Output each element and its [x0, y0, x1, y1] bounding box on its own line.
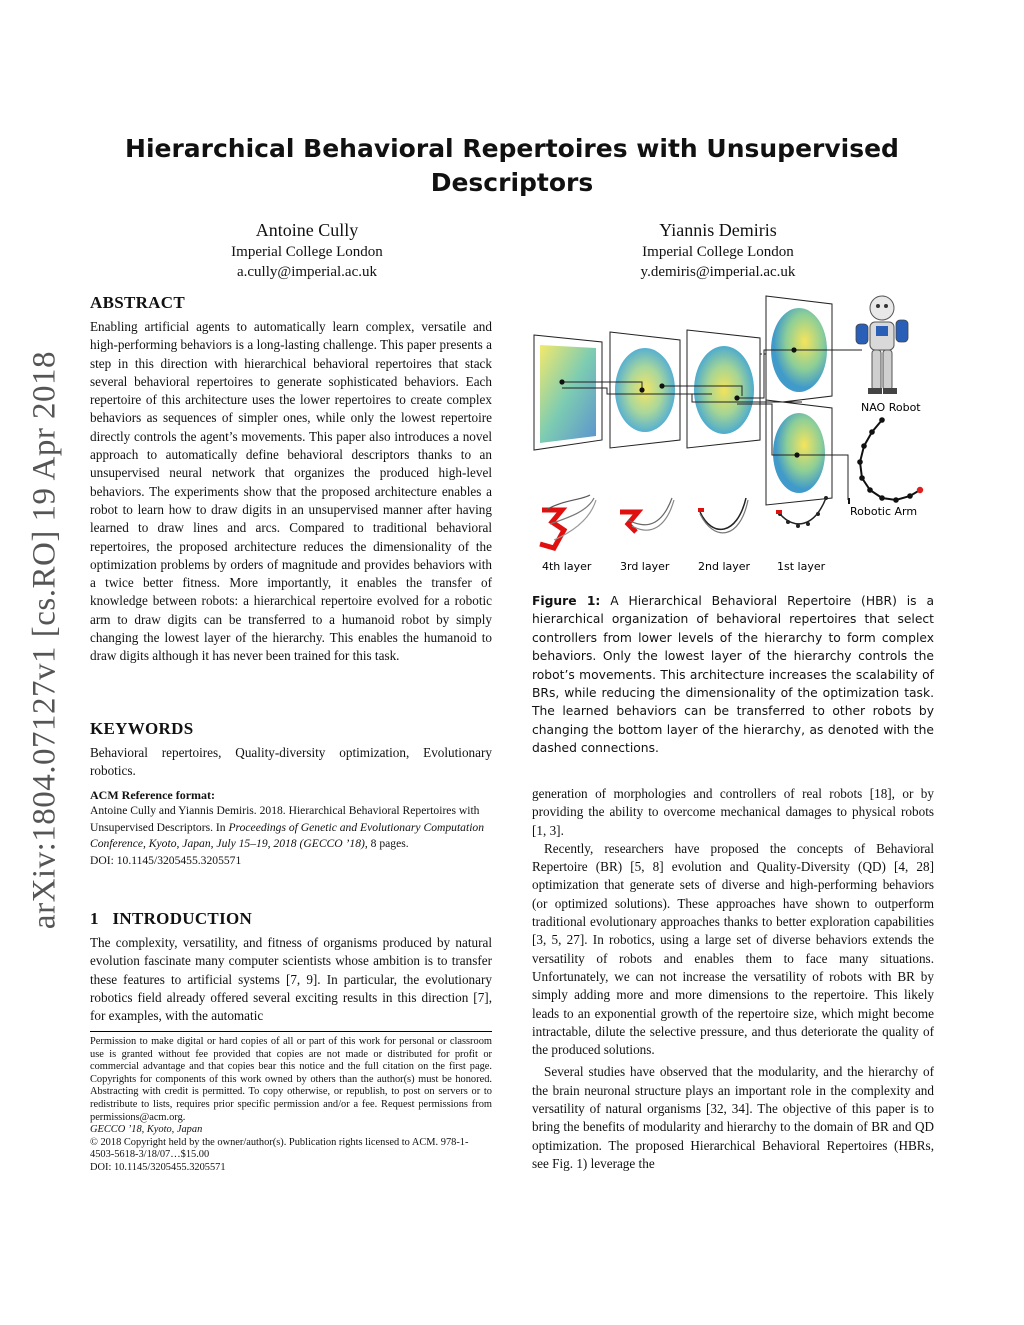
nao-robot-label: NAO Robot [861, 401, 921, 414]
conference-info: GECCO ’18, Kyoto, Japan [90, 1124, 203, 1136]
acm-reference-text [90, 803, 492, 853]
layer-4-panel [534, 335, 602, 450]
permission-notice: Permission to make digital or hard copies of all or part of this work for personal or classroom use is granted without fee provided that copies are not made or distributed for profit or commercial advantage and that copies bear this notice and the full citation on the first page. Copyrights for components of this work owned by others than the author(s) must be honored. Abstracting with credit is permitted. To copy otherwise, or republish, to post on servers or to redistribute to lists, requires prior specific permission and/or a fee. Request permissions from permissions@acm.org. [90, 1036, 492, 1123]
author-affiliation: Imperial College London [231, 244, 383, 260]
keywords-heading: KEYWORDS [90, 719, 194, 738]
figure-caption [532, 592, 934, 758]
author-email: y.demiris@imperial.ac.uk [640, 264, 796, 280]
nao-robot-icon [856, 296, 908, 394]
layer-1-arm-panel [766, 400, 832, 505]
robotic-arm-label: Robotic Arm [850, 505, 918, 518]
layer-2-label: 2nd layer [698, 560, 751, 573]
figure-caption-label: Figure 1: [532, 594, 601, 608]
acm-pages: , 8 pages. [364, 837, 409, 850]
author-block-1 [157, 218, 457, 282]
layer-3-panel [610, 332, 680, 448]
keywords-text: Behavioral repertoires, Quality-diversity optimization, Evolutionary robotics. [90, 745, 492, 779]
layer-1-label: 1st layer [777, 560, 826, 573]
acm-reference-label: ACM Reference format: [90, 788, 216, 802]
intro-heading [90, 909, 492, 929]
figure-caption-text: A Hierarchical Behavioral Repertoire (HBR) is a hierarchical organization of behavioral repertoires that select controllers from lower levels of the hierarchy to form complex behaviors. Only the lowest layer of the hierarchy controls the robot’s movements. This architecture increases the scalability of BRs, while reducing the dimensionality of the optimization task. The learned behaviors can be transferred to other robots by changing the bottom layer of the hierarchy, as denoted with the dashed connections. [532, 594, 934, 756]
figure-1 [532, 290, 934, 590]
layer-4-label: 4th layer [542, 560, 592, 573]
right-column-body [532, 785, 934, 1173]
right-paragraph-1: generation of morphologies and controllers of real robots [18], or by providing the ability to overcome mechanical damages to physical robots [1, 3]. [532, 786, 934, 838]
intro-heading-number: 1 [90, 909, 99, 928]
author-name: Antoine Cully [255, 220, 359, 240]
digit-drawing-3rd [620, 498, 674, 532]
acm-doi: DOI: 10.1145/3205455.3205571 [90, 853, 242, 867]
robotic-arm-icon [848, 417, 923, 504]
acm-authors: Antoine Cully and Yiannis Demiris. 2018. Hierarchical Behavioral Repertoires with Unsupervised Descriptors. In [90, 804, 480, 834]
footnote-doi: DOI: 10.1145/3205455.3205571 [90, 1161, 226, 1173]
intro-heading-text: INTRODUCTION [112, 909, 253, 928]
layer-3-label: 3rd layer [620, 560, 670, 573]
footnote-rule [90, 1031, 492, 1032]
abstract-text: Enabling artificial agents to automatically learn complex, versatile and high-performing behaviors is a long-lasting challenge. This paper presents a step in this direction with hierarchical behavioral repertoires that stack several behavioral repertoires to generate sophisticated behaviors. Each repertoire of this architecture uses the lower repertoires to create complex behaviors as sequences of simpler ones, while only the lowest repertoire directly controls the agent’s movements. This paper also introduces a novel approach to automatically define behavioral descriptors thanks to an unsupervised neural network that organizes the produced high-level behaviors. The experiments show that the proposed architecture enables a robot to learn how to draw digits in an unsupervised manner after having learned to draw lines and arcs. Compared to traditional behavioral repertoires, the proposed architecture reduces the dimensionality of the optimization problems by orders of magnitude and provides behaviors with a twice better fitness. More importantly, it enables the transfer of knowledge between robots: a hierarchical repertoire evolved for a robotic arm to draw digits can be transferred to a humanoid robot by simply changing the lowest layer of the hierarchy. This enables the humanoid to draw digits although it has never been trained for this task. [90, 319, 492, 664]
layer-2-panel [687, 330, 760, 448]
author-affiliation: Imperial College London [642, 244, 794, 260]
acm-venue: Proceedings of Genetic and Evolutionary Computation Conference, Kyoto, Japan, July 15–19, 2018 (GECCO ’18) [90, 820, 485, 850]
arxiv-stamp: arXiv:1804.07127v1 [cs.RO] 19 Apr 2018 [26, 350, 63, 930]
acm-reference [90, 787, 492, 869]
paper-title: Hierarchical Behavioral Repertoires with Unsupervised Descriptors [125, 134, 899, 197]
abstract-heading: ABSTRACT [90, 293, 185, 312]
right-paragraph-3: Several studies have observed that the modularity, and the hierarchy of the brain neuronal structure plays an important role in the complexity and versatility of natural organisms [32, 34]. The objective of this paper is to bring the benefits of modularity and hierarchy to the domain of BR and QD optimization. The proposed Hierarchical Behavioral Repertoires (HBRs, see Fig. 1) leverage the [532, 1064, 934, 1171]
footnote [90, 1036, 492, 1175]
digit-drawing-4th [540, 495, 596, 548]
arc-drawing-2nd [698, 498, 748, 533]
author-name: Yiannis Demiris [659, 220, 777, 240]
author-block-2 [568, 218, 868, 282]
right-paragraph-2: Recently, researchers have proposed the concepts of Behavioral Repertoire (BR) [5, 8] evolution and Quality-Diversity (QD) [4, 28] optimization that generate sets of diverse and high-performing behaviors (or optimized solutions). These approaches have shown to outperform traditional evolutionary approaches thanks to better exploration capabilities [3, 5, 27]. In robotics, using a large set of diverse behaviors extends the versatility of robots and enables them to face many situations. Unfortunately, we can not increase the versatility of robots with BR by simply adding more and more dimensions to the repertoire. This likely leads to an exponential growth of the repertoire size, which might become intractable, dilute the selective pressure, and thus deteriorate the quality of the produced solutions. [532, 840, 934, 1058]
intro-paragraph-1: The complexity, versatility, and fitness of organisms produced by natural evolution fascinate many computer scientists whose ambition is to transfer these features to artificial systems [7, 9]. In particular, the evolutionary robotics field already offered several exciting results in this direction [7], for examples, with the automatic [90, 935, 492, 1024]
author-email: a.cully@imperial.ac.uk [236, 264, 377, 280]
copyright-notice: © 2018 Copyright held by the owner/author(s). Publication rights licensed to ACM. 978-1-4503-5618-3/18/07…$15.00 [90, 1136, 469, 1161]
